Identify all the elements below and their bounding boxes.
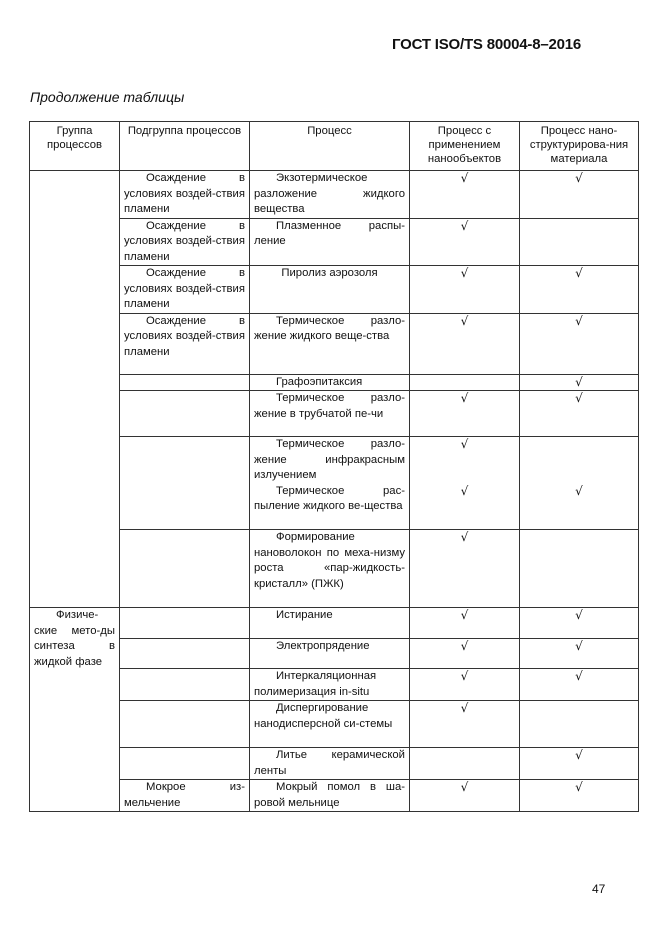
subgroup-cell bbox=[120, 669, 250, 701]
check-nanoobjects: √ bbox=[410, 530, 520, 608]
check-nanoobjects bbox=[410, 748, 520, 780]
table-row bbox=[30, 313, 639, 374]
subgroup-cell: Осаждение в условиях воздей-ствия пламени bbox=[120, 313, 250, 374]
column-header-nanostructuring: Процесс нано-структурирова-ния материала bbox=[520, 122, 639, 171]
process-cell: Термическое рас-пыление жидкого ве-щества bbox=[250, 484, 410, 530]
subgroup-cell: Осаждение в условиях воздей-ствия пламени bbox=[120, 266, 250, 314]
column-header-group: Группа процессов bbox=[30, 122, 120, 171]
table-row bbox=[30, 639, 639, 669]
subgroup-cell bbox=[120, 437, 250, 530]
subgroup-cell bbox=[120, 374, 250, 391]
process-cell: Пиролиз аэрозоля bbox=[250, 266, 410, 314]
check-nanoobjects: √ bbox=[410, 437, 520, 484]
process-cell: Термическое разло-жение инфракрасным излучением bbox=[250, 437, 410, 484]
check-nanostructuring: √ bbox=[520, 669, 639, 701]
check-nanostructuring: √ bbox=[520, 266, 639, 314]
subgroup-cell bbox=[120, 391, 250, 437]
table-row bbox=[30, 218, 639, 266]
check-nanoobjects: √ bbox=[410, 171, 520, 219]
table-row bbox=[30, 171, 639, 219]
check-nanostructuring: √ bbox=[520, 780, 639, 812]
table-header-row bbox=[30, 122, 639, 171]
check-nanostructuring bbox=[520, 437, 639, 484]
process-cell: Термическое разло-жение жидкого веще-ства bbox=[250, 313, 410, 374]
process-cell: Литье керамической ленты bbox=[250, 748, 410, 780]
subgroup-cell bbox=[120, 701, 250, 748]
process-cell: Истирание bbox=[250, 608, 410, 639]
table-row bbox=[30, 266, 639, 314]
check-nanoobjects: √ bbox=[410, 669, 520, 701]
check-nanostructuring: √ bbox=[520, 171, 639, 219]
check-nanostructuring bbox=[520, 701, 639, 748]
table-row bbox=[30, 437, 639, 484]
process-cell: Термическое разло-жение в трубчатой пе-чи bbox=[250, 391, 410, 437]
subgroup-cell bbox=[120, 530, 250, 608]
process-cell: Мокрый помол в ша-ровой мельнице bbox=[250, 780, 410, 812]
process-table bbox=[29, 121, 639, 812]
column-header-subgroup: Подгруппа процессов bbox=[120, 122, 250, 171]
check-nanostructuring: √ bbox=[520, 374, 639, 391]
process-cell: Интеркаляционная полимеризация in-situ bbox=[250, 669, 410, 701]
check-nanoobjects bbox=[410, 374, 520, 391]
group-cell-empty bbox=[30, 171, 120, 608]
column-header-process: Процесс bbox=[250, 122, 410, 171]
subgroup-cell bbox=[120, 608, 250, 639]
table-row bbox=[30, 374, 639, 391]
check-nanostructuring: √ bbox=[520, 748, 639, 780]
check-nanoobjects: √ bbox=[410, 701, 520, 748]
check-nanoobjects: √ bbox=[410, 608, 520, 639]
subgroup-cell: Мокрое из-мельчение bbox=[120, 780, 250, 812]
check-nanoobjects: √ bbox=[410, 391, 520, 437]
table-row bbox=[30, 608, 639, 639]
check-nanostructuring bbox=[520, 530, 639, 608]
check-nanoobjects: √ bbox=[410, 780, 520, 812]
process-cell: Плазменное распы-ление bbox=[250, 218, 410, 266]
column-header-nanoobjects: Процесс с применением нанообъектов bbox=[410, 122, 520, 171]
check-nanostructuring: √ bbox=[520, 391, 639, 437]
group-cell-physical: Физиче-ские мето-ды синтеза в жидкой фазе bbox=[30, 608, 120, 812]
subgroup-cell bbox=[120, 748, 250, 780]
table-row bbox=[30, 701, 639, 748]
table-row bbox=[30, 391, 639, 437]
check-nanostructuring: √ bbox=[520, 608, 639, 639]
process-cell: Электропрядение bbox=[250, 639, 410, 669]
check-nanoobjects: √ bbox=[410, 484, 520, 530]
subgroup-cell: Осаждение в условиях воздей-ствия пламени bbox=[120, 218, 250, 266]
page-number: 47 bbox=[592, 882, 606, 896]
table-row bbox=[30, 780, 639, 812]
check-nanoobjects: √ bbox=[410, 218, 520, 266]
subgroup-cell bbox=[120, 639, 250, 669]
check-nanoobjects: √ bbox=[410, 266, 520, 314]
process-cell: Диспергирование нанодисперсной си-стемы bbox=[250, 701, 410, 748]
table-continuation-caption: Продолжение таблицы bbox=[30, 89, 185, 105]
check-nanoobjects: √ bbox=[410, 313, 520, 374]
check-nanostructuring: √ bbox=[520, 484, 639, 530]
process-cell: Экзотермическое разложение жидкого вещества bbox=[250, 171, 410, 219]
subgroup-cell: Осаждение в условиях воздей-ствия пламени bbox=[120, 171, 250, 219]
table-row bbox=[30, 530, 639, 608]
standard-designation: ГОСТ ISO/TS 80004-8–2016 bbox=[392, 36, 582, 53]
check-nanostructuring bbox=[520, 218, 639, 266]
process-cell: Формирование нановолокон по меха-низму роста «пар-жидкость-кристалл» (ПЖК) bbox=[250, 530, 410, 608]
check-nanostructuring: √ bbox=[520, 639, 639, 669]
check-nanoobjects: √ bbox=[410, 639, 520, 669]
process-cell: Графоэпитаксия bbox=[250, 374, 410, 391]
table-row bbox=[30, 748, 639, 780]
check-nanostructuring: √ bbox=[520, 313, 639, 374]
table-row bbox=[30, 669, 639, 701]
